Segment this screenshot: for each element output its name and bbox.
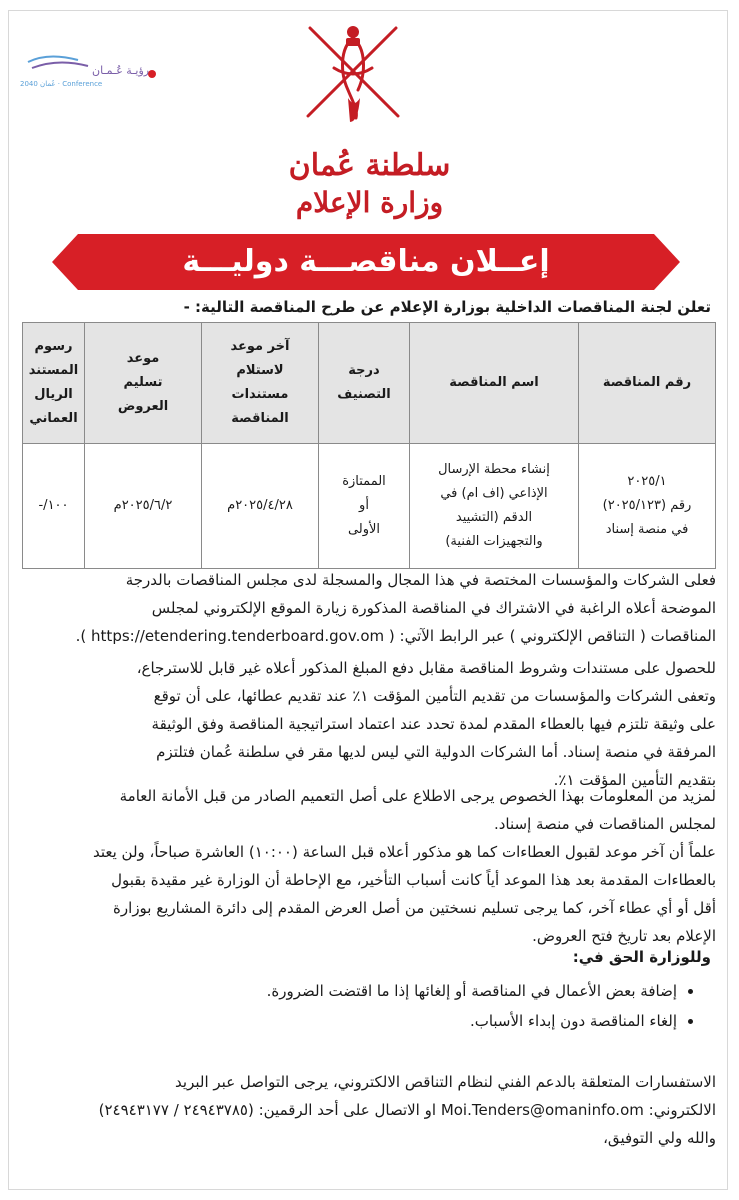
- table-header-row: [23, 323, 716, 444]
- paragraph-deadline: علماً أن آخر موعد لقبول العطاءات كما هو مذكور أعلاه قبل الساعة (١٠:٠٠) العاشرة صباحاً، ولن يعتد بالعطاءات المقدمة بعد هذا الموعد أياً كانت أسباب التأخير، مع الإحاطة أن الوزارة غير مقيدة بقبول أقل أو أي عطاء آخر، كما يرجى تسليم نسختين من أصل العرض المقدم إلى دائرة المشاريع بوزارة الإعلام بعد تاريخ فتح العروض.: [92, 843, 716, 945]
- rights-list: [267, 976, 699, 1036]
- paragraph-more-info: لمزيد من المعلومات بهذا الخصوص يرجى الاطلاع على أصل التعميم الصادر من قبل الأمانة العامة لمجلس المناقصات في منصة إسناد.: [119, 787, 716, 833]
- cell-tender-name: إنشاء محطة الإرسال الإذاعي (اف ام) في الدقم (التشييد والتجهيزات الفنية): [410, 444, 579, 569]
- intro-text: تعلن لجنة المناقصات الداخلية بوزارة الإعلام عن طرح المناقصة التالية: -: [183, 298, 711, 316]
- header-docs-deadline: آخر موعد لاستلام مستندات المناقصة: [202, 323, 319, 444]
- tender-table: [22, 322, 716, 569]
- header-classification: درجة التصنيف: [319, 323, 410, 444]
- khanjar-emblem-icon: [298, 18, 408, 126]
- paragraph-documents: للحصول على مستندات وشروط المناقصة مقابل دفع المبلغ المذكور أعلاه غير قابل للاسترجاع، وتعفى الشركات والمؤسسات من تقديم التأمين المؤقت ١٪ عند تقديم عطائها، على أن توقع على وثيقة تلتزم فيها بالعطاء المقدم لمدة تحدد عند اعتماد استراتيجية المناقصة وفق الوثيقة المرفقة في منصة إسناد. أما الشركات الدولية التي ليس لديها مقر في سلطنة عُمان فتلتزم بتقديم التأمين المؤقت ١٪.: [136, 659, 716, 789]
- sultanate-title: سلطنة عُمان: [288, 148, 451, 183]
- vision-label: رؤيـة عُـمـان: [92, 64, 150, 77]
- header-bid-date: موعد تسليم العروض: [85, 323, 202, 444]
- contact-email-line: الالكتروني: Moi.Tenders@omaninfo.om او الاتصال على أحد الرقمين: (٢٤٩٤٣٧٨٥ / ٢٤٩٤٣١٧٧): [98, 1101, 716, 1119]
- list-item: • إضافة بعض الأعمال في المناقصة أو إلغائها إذا ما اقتضت الضرورة.: [267, 976, 677, 1006]
- cell-classification: الممتازة أو الأولى: [319, 444, 410, 569]
- closing-line: والله ولي التوفيق،: [603, 1129, 716, 1147]
- cell-bid-date: ٢٠٢٥/٦/٢م: [85, 444, 202, 569]
- table-row: [23, 444, 716, 569]
- vision-sub-label: عُمان 2040 · Conference: [20, 80, 103, 88]
- cell-doc-fee: ١٠٠/-: [23, 444, 85, 569]
- header-tender-name: اسم المناقصة: [410, 323, 579, 444]
- paragraph-eligibility: فعلى الشركات والمؤسسات المختصة في هذا المجال والمسجلة لدى مجلس المناقصات بالدرجة الموضحة أعلاه الراغبة في الاشتراك في المناقصة المذكورة زيارة الموقع الإلكتروني لمجلس المناقصات ( التناقص الإلكتروني ) عبر الرابط الآتي: ( https://etendering.tenderboard.gov.om ).: [75, 571, 716, 645]
- contact-paragraph: الاستفسارات المتعلقة بالدعم الفني لنظام التناقص الالكتروني، يرجى التواصل عبر البريد الالكتروني: Moi.Tenders@omaninfo.om او الاتصال على أحد الرقمين: (٢٤٩٤٣٧٨٥ / ٢٤٩٤٣١٧٧) والله ولي التوفيق،: [22, 1068, 716, 1152]
- header-tender-number: رقم المناقصة: [579, 323, 716, 444]
- banner-title: إعــلان مناقصـــة دوليـــة: [182, 244, 550, 279]
- rights-title: وللوزارة الحق في:: [572, 948, 711, 966]
- list-item: • إلغاء المناقصة دون إبداء الأسباب.: [267, 1006, 677, 1036]
- cell-tender-number: ٢٠٢٥/١ رقم (٢٠٢٥/١٢٣) في منصة إسناد: [579, 444, 716, 569]
- cell-docs-deadline: ٢٠٢٥/٤/٢٨م: [202, 444, 319, 569]
- ministry-title: وزارة الإعلام: [295, 186, 444, 219]
- header-doc-fee: رسوم المستند الريال العماني: [23, 323, 85, 444]
